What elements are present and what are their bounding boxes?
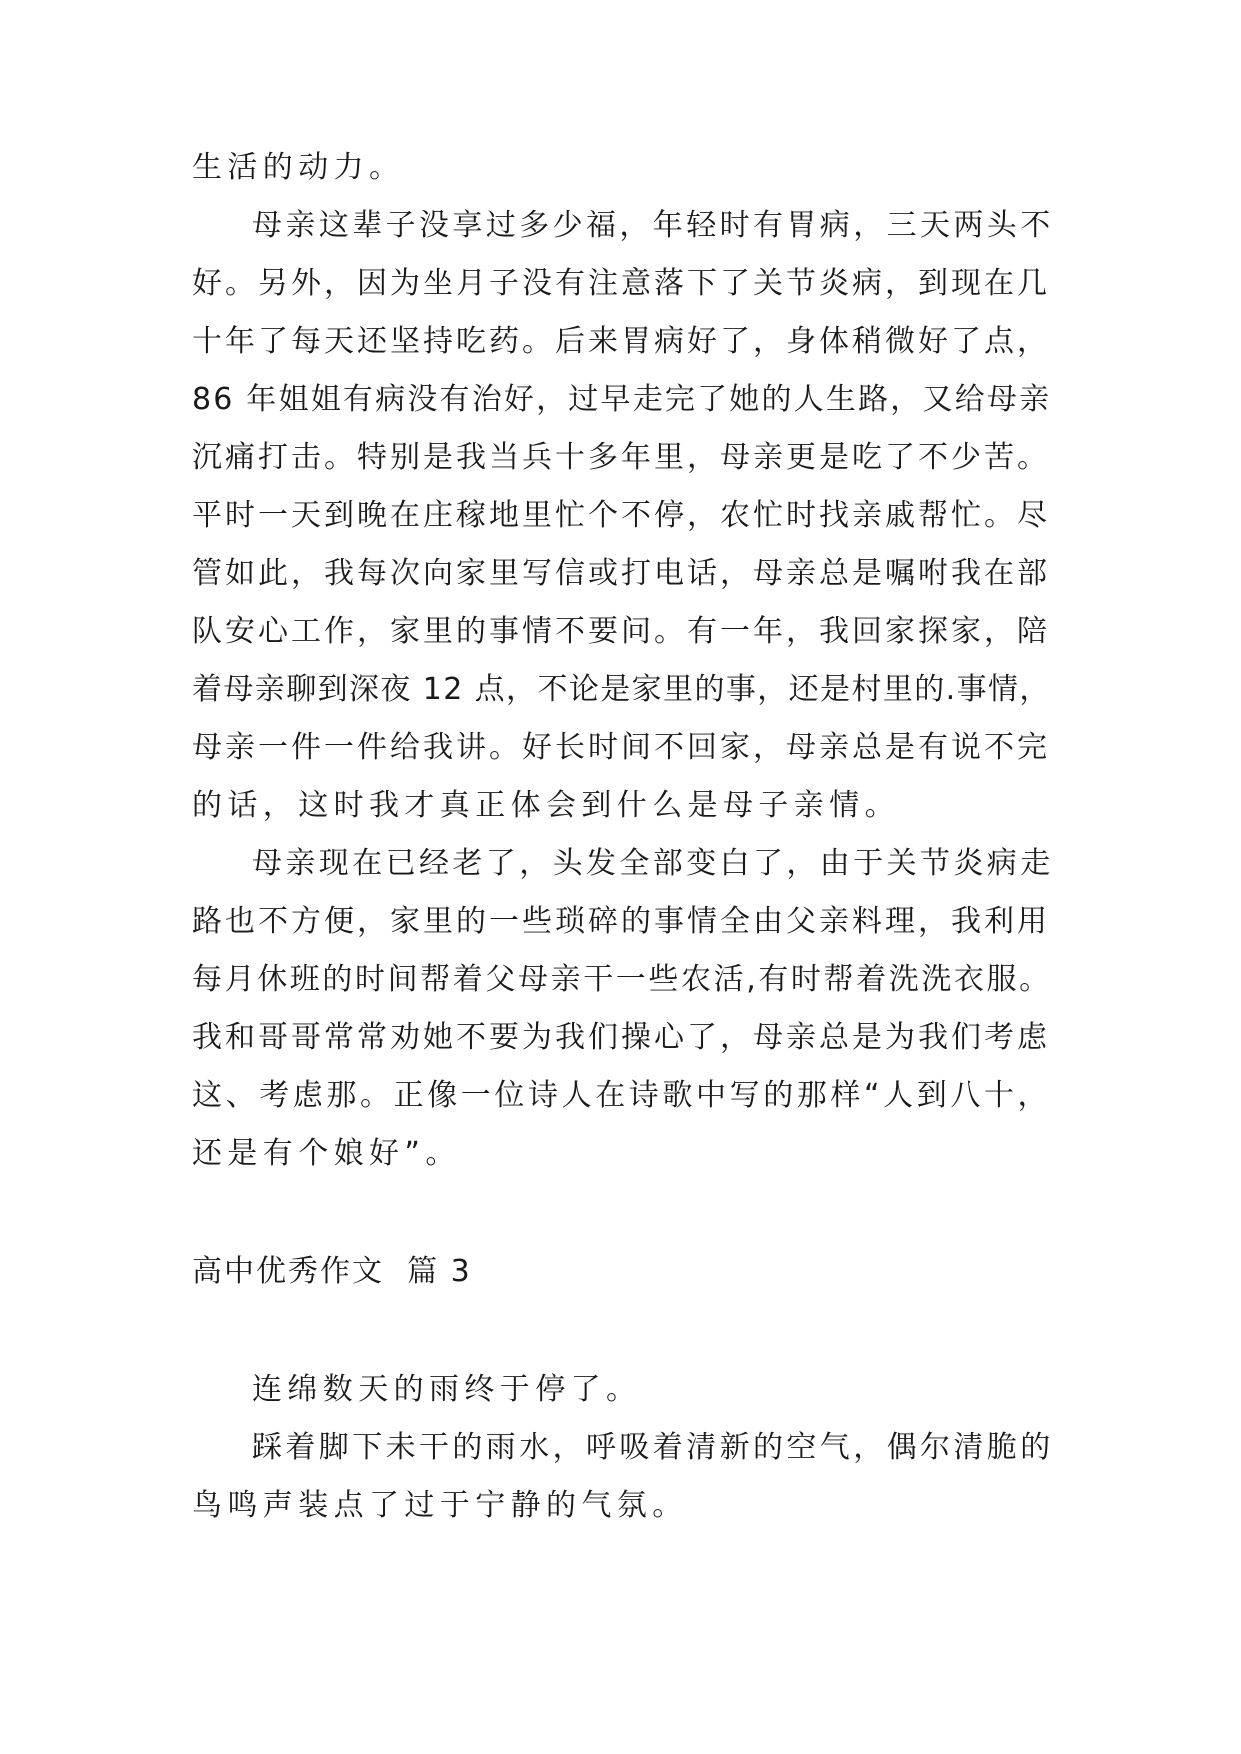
section-heading: 高中优秀作文 篇 3 xyxy=(192,1254,472,1289)
text-line: 管如此，我每次向家里写信或打电话，母亲总是嘱咐我在部 xyxy=(192,556,1050,591)
text-line: 这、考虑那。正像一位诗人在诗歌中写的那样“人到八十， xyxy=(192,1078,1052,1113)
text-line: 路也不方便，家里的一些琐碎的事情全由父亲料理，我利用 xyxy=(192,904,1050,939)
text-line: 连绵数天的雨终于停了。 xyxy=(252,1372,642,1407)
text-line: 着母亲聊到深夜 12 点，不论是家里的事，还是村里的.事情， xyxy=(192,672,1051,707)
text-line: 母亲一件一件给我讲。好长时间不回家，母亲总是有说不完 xyxy=(192,730,1050,765)
text-line: 的话，这时我才真正体会到什么是母子亲情。 xyxy=(192,788,900,823)
text-line: 队安心工作，家里的事情不要问。有一年，我回家探家，陪 xyxy=(192,614,1050,649)
text-line: 生活的动力。 xyxy=(192,150,405,185)
text-line: 踩着脚下未干的雨水，呼吸着清新的空气，偶尔清脆的 xyxy=(252,1430,1054,1465)
text-line: 沉痛打击。特别是我当兵十多年里，母亲更是吃了不少苦。 xyxy=(192,440,1050,475)
text-line: 每月休班的时间帮着父母亲干一些农活,有时帮着洗洗衣服。 xyxy=(192,962,1052,997)
text-line: 我和哥哥常常劝她不要为我们操心了，母亲总是为我们考虑 xyxy=(192,1020,1050,1055)
text-line: 母亲现在已经老了，头发全部变白了，由于关节炎病走 xyxy=(252,846,1054,881)
text-line: 十年了每天还坚持吃药。后来胃病好了，身体稍微好了点， xyxy=(192,324,1050,359)
text-line: 好。另外，因为坐月子没有注意落下了关节炎病，到现在几 xyxy=(192,266,1050,301)
text-line: 平时一天到晚在庄稼地里忙个不停，农忙时找亲戚帮忙。尽 xyxy=(192,498,1050,533)
text-line: 母亲这辈子没享过多少福，年轻时有胃病，三天两头不 xyxy=(252,208,1054,243)
text-line: 鸟鸣声装点了过于宁静的气氛。 xyxy=(192,1488,688,1523)
text-line: 还是有个娘好”。 xyxy=(192,1136,461,1171)
text-line: 86 年姐姐有病没有治好，过早走完了她的人生路，又给母亲 xyxy=(192,382,1052,417)
